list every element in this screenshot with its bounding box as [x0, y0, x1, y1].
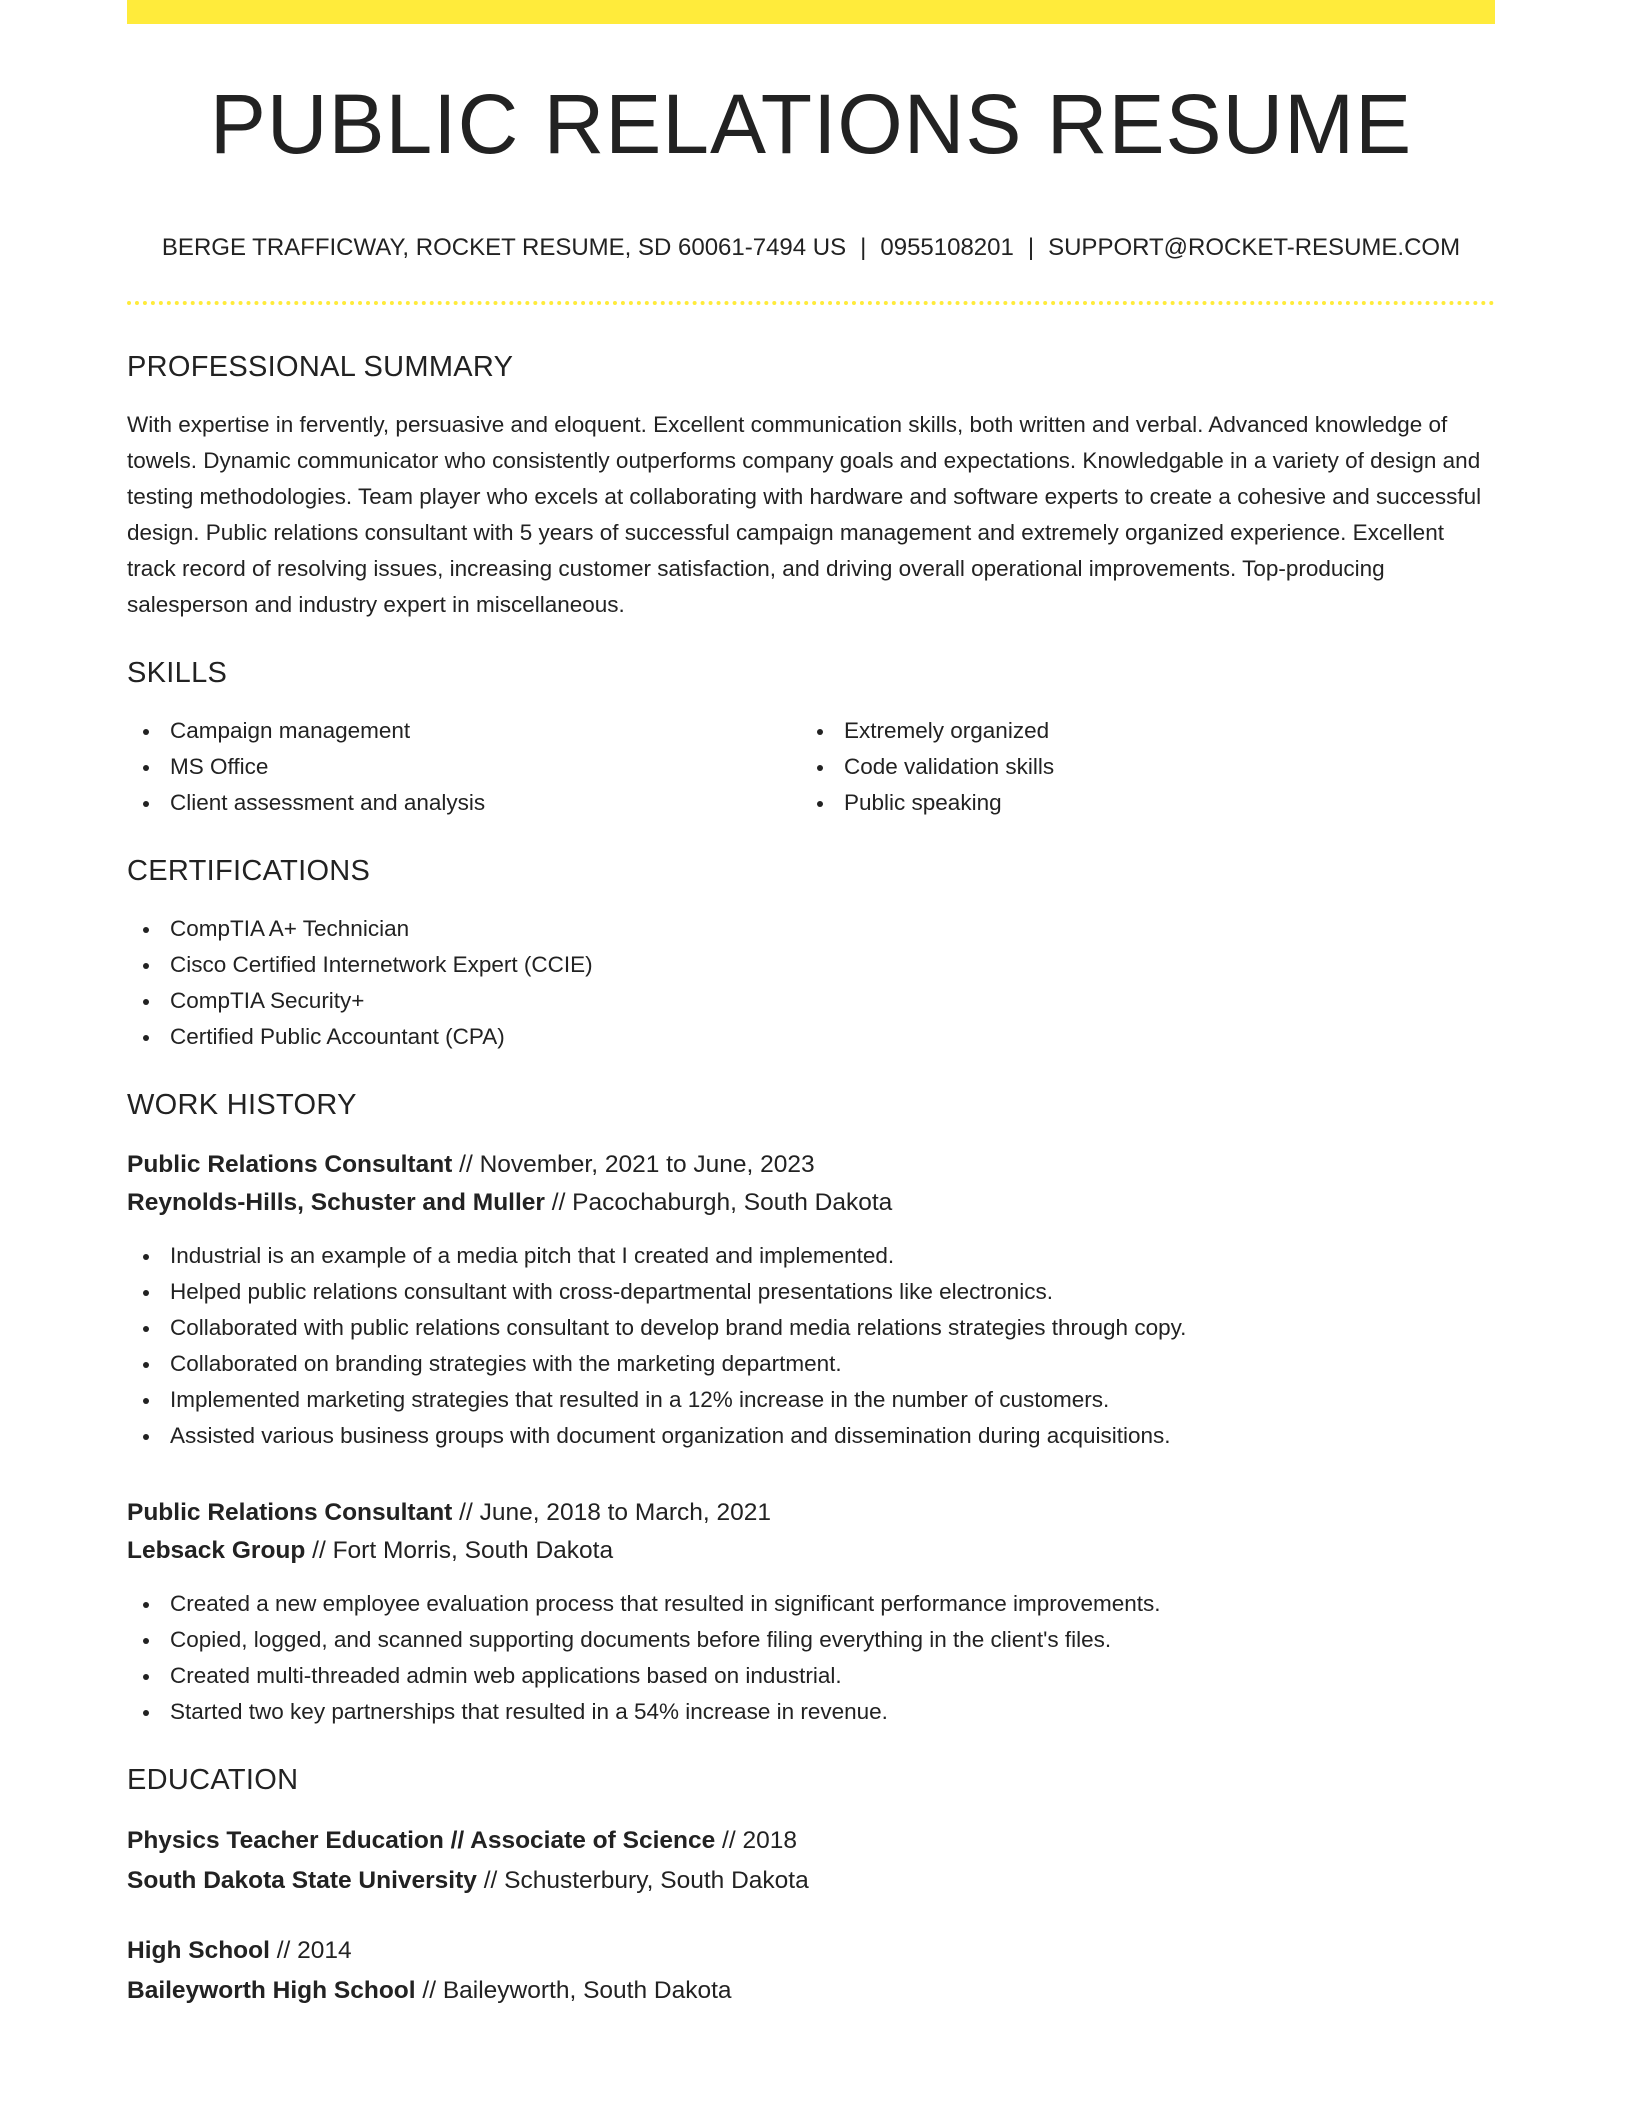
education-year: // 2014	[269, 1937, 352, 1964]
job-bullet: Copied, logged, and scanned supporting documents before filing everything in the client's files.	[127, 1622, 1495, 1658]
job-dates: // June, 2018 to March, 2021	[452, 1499, 772, 1526]
job-bullet: Helped public relations consultant with cross-departmental presentations like electronics.	[127, 1274, 1495, 1310]
job-company: Reynolds-Hills, Schuster and Muller	[127, 1189, 545, 1216]
job-company-line	[127, 1184, 1495, 1222]
summary-heading: PROFESSIONAL SUMMARY	[127, 351, 514, 383]
certification-item: Cisco Certified Internetwork Expert (CCIE)	[127, 947, 1495, 983]
contact-address: BERGE TRAFFICWAY, ROCKET RESUME, SD 60061-7494 US	[161, 234, 847, 261]
education-entry	[127, 1821, 1495, 1901]
job-location: // Fort Morris, South Dakota	[305, 1537, 614, 1564]
job-title: Public Relations Consultant	[127, 1499, 453, 1526]
skill-item: Code validation skills	[801, 749, 1475, 785]
certification-item: Certified Public Accountant (CPA)	[127, 1019, 1495, 1055]
skill-item: MS Office	[127, 749, 801, 785]
education-degree: Physics Teacher Education // Associate of Science	[127, 1827, 716, 1854]
resume-title: PUBLIC RELATIONS RESUME	[209, 77, 1413, 171]
job-company-line	[127, 1532, 1495, 1570]
certification-item: CompTIA Security+	[127, 983, 1495, 1019]
job-company: Lebsack Group	[127, 1537, 306, 1564]
skill-item: Extremely organized	[801, 713, 1475, 749]
education-degree: High School	[127, 1937, 270, 1964]
education-location: // Schusterbury, South Dakota	[476, 1867, 809, 1894]
job-location: // Pacochaburgh, South Dakota	[544, 1189, 893, 1216]
education-entry	[127, 1931, 1495, 2011]
skill-item: Client assessment and analysis	[127, 785, 801, 821]
skills-grid	[127, 713, 1495, 821]
accent-top-bar	[127, 0, 1495, 24]
job-bullet: Created multi-threaded admin web applications based on industrial.	[127, 1658, 1495, 1694]
contact-email: SUPPORT@ROCKET-RESUME.COM	[1048, 234, 1461, 261]
job-bullet: Collaborated on branding strategies with the marketing department.	[127, 1346, 1495, 1382]
job-bullet: Started two key partnerships that resulted in a 54% increase in revenue.	[127, 1694, 1495, 1730]
summary-text: With expertise in fervently, persuasive and eloquent. Excellent communication skills, both written and verbal. Advanced knowledge of towels. Dynamic communicator who consistently outperforms company goals and expectations. Knowledgable in a variety of design and testing methodologies. Team player who excels at collaborating with hardware and software experts to create a cohesive and successful design. Public relations consultant with 5 years of successful campaign management and extremely organized experience. Excellent track record of resolving issues, increasing customer satisfaction, and driving overall operational improvements. Top-producing salesperson and industry expert in miscellaneous.	[127, 412, 1482, 617]
contact-phone: 0955108201	[880, 234, 1014, 261]
job-bullet: Implemented marketing strategies that resulted in a 12% increase in the number of customers.	[127, 1382, 1495, 1418]
education-school: South Dakota State University	[127, 1867, 477, 1894]
education-school-line	[127, 1971, 1495, 2011]
education-location: // Baileyworth, South Dakota	[415, 1977, 732, 2004]
job-title: Public Relations Consultant	[127, 1151, 453, 1178]
education-heading: EDUCATION	[127, 1764, 299, 1796]
certifications-list	[127, 911, 1495, 1055]
job-bullet: Created a new employee evaluation process that resulted in significant performance improvements.	[127, 1586, 1495, 1622]
education-school-line	[127, 1861, 1495, 1901]
education-degree-line	[127, 1821, 1495, 1861]
skills-column-right	[801, 713, 1475, 821]
contact-separator: |	[860, 234, 867, 261]
work-history-heading: WORK HISTORY	[127, 1089, 357, 1121]
certifications-heading: CERTIFICATIONS	[127, 855, 371, 887]
job-bullet: Assisted various business groups with document organization and dissemination during acquisitions.	[127, 1418, 1495, 1454]
education-degree-line	[127, 1931, 1495, 1971]
dotted-divider	[127, 301, 1495, 305]
job-dates: // November, 2021 to June, 2023	[452, 1151, 815, 1178]
skills-column-left	[127, 713, 801, 821]
job-bullet: Collaborated with public relations consultant to develop brand media relations strategies through copy.	[127, 1310, 1495, 1346]
resume-page	[127, 0, 1495, 2011]
skill-item: Public speaking	[801, 785, 1475, 821]
skill-item: Campaign management	[127, 713, 801, 749]
job-bullets	[127, 1238, 1495, 1454]
job-bullets	[127, 1586, 1495, 1730]
contact-separator: |	[1027, 234, 1035, 261]
education-school: Baileyworth High School	[127, 1977, 416, 2004]
job-entry	[127, 1494, 1495, 1730]
education-year: // 2018	[715, 1827, 797, 1854]
contact-line	[127, 234, 1495, 262]
job-bullet: Industrial is an example of a media pitch that I created and implemented.	[127, 1238, 1495, 1274]
job-title-line	[127, 1494, 1495, 1532]
certification-item: CompTIA A+ Technician	[127, 911, 1495, 947]
job-title-line	[127, 1146, 1495, 1184]
job-entry	[127, 1146, 1495, 1454]
skills-heading: SKILLS	[127, 657, 228, 689]
